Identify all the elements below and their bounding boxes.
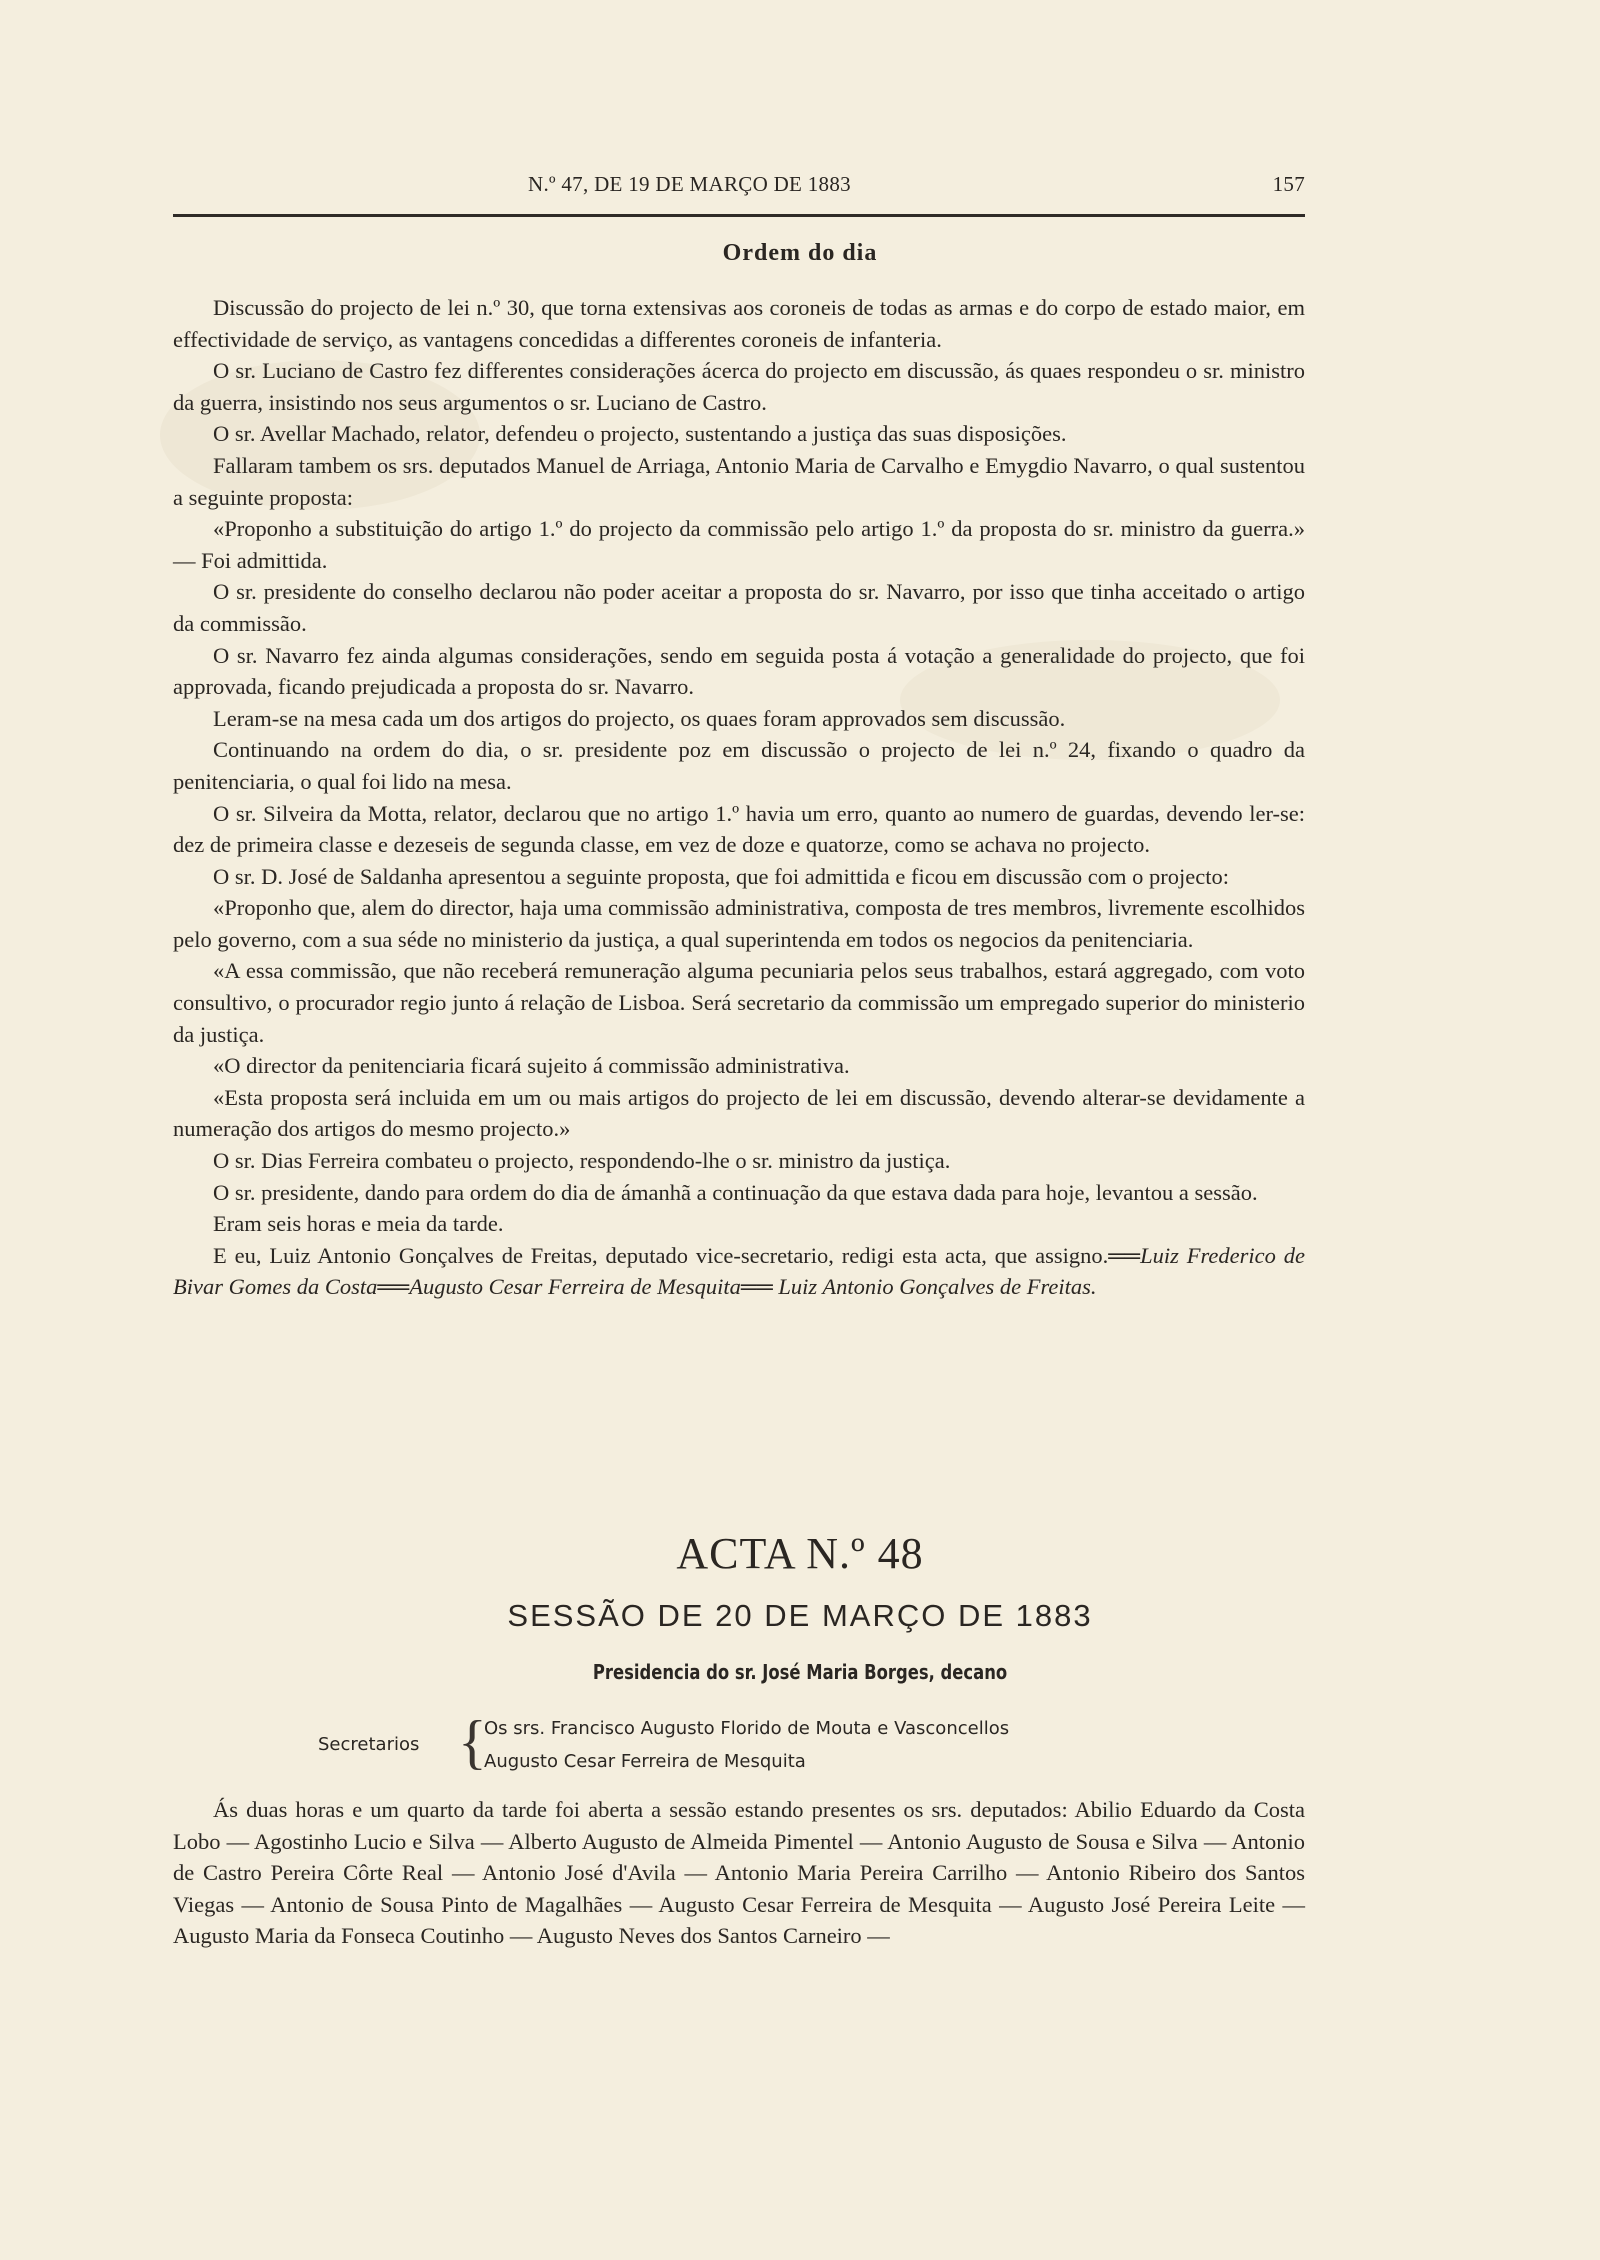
paragraph: O sr. Luciano de Castro fez differentes considerações ácerca do projecto em discussão, ás quaes respondeu o sr. ministro da guerra, insistindo nos seus argumentos o sr. Luciano de Castro. bbox=[173, 358, 1305, 415]
paragraph: «Proponho que, alem do director, haja uma commissão administrativa, composta de tres membros, livremente escolhidos pelo governo, com a sua séde no ministerio da justiça, a qual superintenda em todos os negocios da penitenciaria. bbox=[173, 895, 1305, 952]
presidency-line: Presidencia do sr. José Maria Borges, decano bbox=[592, 1660, 1008, 1684]
paragraph: «Proponho a substituição do artigo 1.º do projecto da commissão pelo artigo 1.º da proposta do sr. ministro da guerra.» — Foi admittida. bbox=[173, 516, 1305, 573]
paragraph: «A essa commissão, que não receberá remuneração alguma pecuniaria pelos seus trabalhos, estará aggregado, com voto consultivo, o procurador regio junto á relação de Lisboa. Será secretario da commissão um empregado superior do ministerio da justiça. bbox=[173, 958, 1305, 1047]
secretary-name: Augusto Cesar Ferreira de Mesquita bbox=[484, 1751, 806, 1772]
paragraph: O sr. Avellar Machado, relator, defendeu o projecto, sustentando a justiça das suas disposições. bbox=[213, 421, 1067, 447]
session-title: SESSÃO DE 20 DE MARÇO DE 1883 bbox=[507, 1598, 1093, 1633]
header-title: N.º 47, DE 19 DE MARÇO DE 1883 bbox=[528, 172, 851, 196]
section-heading: Ordem do dia bbox=[722, 240, 878, 266]
page-number: 157 bbox=[1272, 172, 1305, 196]
secretaries-names bbox=[484, 1712, 1009, 1778]
paragraph: O sr. Dias Ferreira combateu o projecto, respondendo-lhe o sr. ministro da justiça. bbox=[213, 1148, 951, 1174]
paragraph: «Esta proposta será incluida em um ou mais artigos do projecto de lei em discussão, devendo alterar-se devidamente a numeração dos artigos do mesmo projecto.» bbox=[173, 1084, 1305, 1142]
paragraph: Eram seis horas e meia da tarde. bbox=[213, 1211, 504, 1237]
paragraph: O sr. Silveira da Motta, relator, declarou que no artigo 1.º havia um erro, quanto ao numero de guardas, devendo ler-se: dez de primeira classe e dezeseis de segunda classe, em vez de doze e quatorze, como se achava no projecto. bbox=[173, 800, 1305, 858]
closing-signatures: ══Luiz Frederico de Bivar Gomes da Costa══Augusto Cesar Ferreira de Mesquita══ Luiz Antonio Gonçalves de Freitas. bbox=[173, 1242, 1305, 1300]
running-header bbox=[173, 172, 1305, 204]
paragraph: O sr. Navarro fez ainda algumas considerações, sendo em seguida posta á votação a generalidade do projecto, que foi approvada, ficando prejudicada a proposta do sr. Navarro. bbox=[173, 642, 1305, 700]
minutes-body bbox=[173, 292, 1305, 1303]
paragraph: «O director da penitenciaria ficará sujeito á commissão administrativa. bbox=[213, 1053, 850, 1079]
header-rule bbox=[173, 214, 1305, 217]
attendance-paragraph: Ás duas horas e um quarto da tarde foi aberta a sessão estando presentes os srs. deputados: Abilio Eduardo da Costa Lobo — Agostinho Lucio e Silva — Alberto Augusto de Almeida Pimentel — Antonio Augusto de Sousa e Silva — Antonio de Castro Pereira Côrte Real — Antonio José d'Avila — Antonio Maria Pereira Carrilho — Antonio Ribeiro dos Santos Viegas — Antonio de Sousa Pinto de Magalhães — Augusto Cesar Ferreira de Mesquita — Augusto José Pereira Leite — Augusto Maria da Fonseca Coutinho — Augusto Neves dos Santos Carneiro — bbox=[173, 1797, 1305, 1949]
paragraph: O sr. D. José de Saldanha apresentou a seguinte proposta, que foi admittida e ficou em discussão com o projecto: bbox=[213, 863, 1229, 889]
closing-paragraph bbox=[173, 1240, 1305, 1303]
paragraph: O sr. presidente, dando para ordem do dia de ámanhã a continuação da que estava dada para hoje, levantou a sessão. bbox=[213, 1179, 1258, 1205]
paragraph: O sr. presidente do conselho declarou não poder aceitar a proposta do sr. Navarro, por isso que tinha acceitado o artigo da commissão. bbox=[173, 579, 1305, 636]
attendance-list bbox=[173, 1794, 1305, 1952]
paragraph: Discussão do projecto de lei n.º 30, que torna extensivas aos coroneis de todas as armas e do corpo de estado maior, em effectividade de serviço, as vantagens concedidas a differentes coroneis de infanteria. bbox=[173, 295, 1305, 352]
paragraph: Leram-se na mesa cada um dos artigos do projecto, os quaes foram approvados sem discussão. bbox=[213, 705, 1066, 731]
brace-glyph: { bbox=[458, 1709, 487, 1775]
secretaries-block bbox=[318, 1709, 1218, 1778]
secretaries-label: Secretarios bbox=[318, 1734, 420, 1755]
paragraph: Continuando na ordem do dia, o sr. presidente poz em discussão o projecto de lei n.º 24, fixando o quadro da penitenciaria, o qual foi lido na mesa. bbox=[173, 737, 1305, 794]
secretary-name: Os srs. Francisco Augusto Florido de Mouta e Vasconcellos bbox=[484, 1718, 1010, 1739]
closing-lead: E eu, Luiz Antonio Gonçalves de Freitas, deputado vice-secretario, redigi esta acta, que assigno. bbox=[213, 1242, 1109, 1268]
acta-title: ACTA N.º 48 bbox=[676, 1529, 924, 1578]
paragraph: Fallaram tambem os srs. deputados Manuel de Arriaga, Antonio Maria de Carvalho e Emygdio Navarro, o qual sustentou a seguinte proposta: bbox=[173, 452, 1305, 510]
